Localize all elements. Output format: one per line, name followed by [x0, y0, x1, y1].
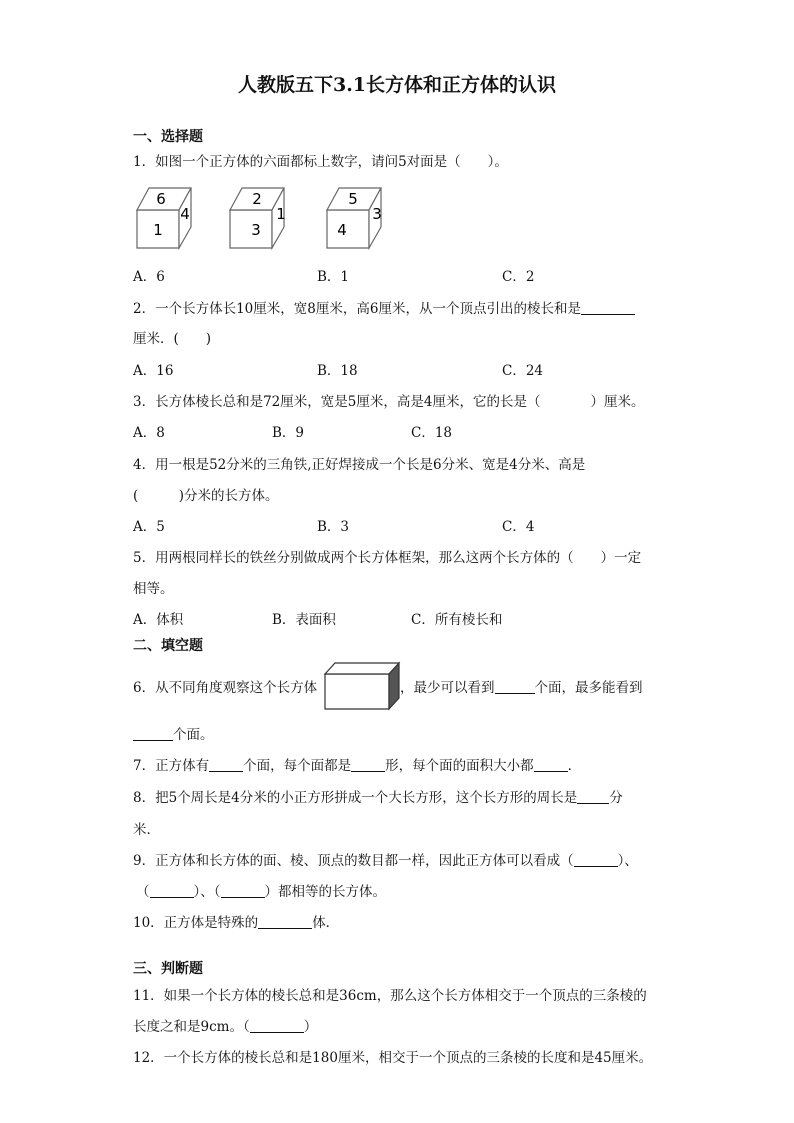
cube-2-side-number: 1: [276, 205, 286, 223]
answer-blank[interactable]: [258, 914, 312, 929]
cube-3-side-number: 3: [372, 205, 382, 223]
question-6-line-2: [133, 723, 214, 743]
cube-3-front-number: 4: [337, 221, 347, 239]
question-6-text-a: 6．从不同角度观察这个长方体: [133, 680, 318, 696]
question-7-text-d: ．: [567, 758, 582, 774]
cube-figure-3: [327, 188, 382, 248]
question-9-line-1: [133, 849, 638, 869]
question-11-text-a: 长度之和是9cm。（: [133, 1019, 250, 1035]
question-10: [133, 911, 339, 931]
question-4-option-a: A．5: [133, 519, 165, 535]
page-title: 人教版五下3.1长方体和正方体的认识: [237, 74, 557, 96]
cube-3-top-number: 5: [348, 190, 358, 208]
question-11-line-2: [133, 1015, 317, 1035]
question-3-option-c: C．18: [411, 425, 453, 441]
answer-blank[interactable]: [495, 679, 535, 694]
cube-2-top-number: 2: [252, 190, 262, 208]
question-8-line-1: [133, 786, 623, 806]
question-5-line-2: 相等。: [133, 581, 174, 597]
question-7-text-b: 个面，每个面都是: [243, 758, 352, 774]
question-10-text-b: 体．: [312, 915, 340, 931]
section-heading-judge: 三、判断题: [133, 961, 203, 977]
question-1-stem: 1．如图一个正方体的六面都标上数字，请问5对面是（ ）。: [133, 154, 508, 170]
cube-2-front-number: 3: [251, 221, 261, 239]
question-11-line-1: 11．如果一个长方体的棱长总和是36cm，那么这个长方体相交于一个顶点的三条棱的: [133, 988, 647, 1004]
question-3-text-b: ）厘米。: [590, 394, 645, 410]
cuboid-figure: [323, 660, 403, 712]
question-2-option-a: A．16: [133, 363, 174, 379]
question-4-line-2: ( )分米的长方体。: [133, 488, 279, 504]
question-12-line-1: 12．一个长方体的棱长总和是180厘米，相交于一个顶点的三条棱的长度和是45厘米。: [133, 1050, 653, 1066]
question-2-text: 2．一个长方体长10厘米，宽8厘米，高6厘米，从一个顶点引出的棱长和是: [133, 301, 581, 317]
question-11-text-b: ）: [303, 1019, 318, 1035]
question-7-text-c: 形，每个面的面积大小都: [385, 758, 534, 774]
question-1-option-a: A．6: [133, 269, 165, 285]
question-1-option-c: C．2: [502, 269, 535, 285]
question-7-text-a: 7．正方体有: [133, 758, 210, 774]
question-4-option-b: B．3: [317, 519, 350, 535]
question-8-line-2: 米．: [133, 822, 160, 838]
cube-figure-1: [137, 188, 191, 248]
question-5-option-a: A．体积: [133, 612, 184, 628]
question-6-text-d: 个面。: [173, 727, 214, 743]
answer-blank[interactable]: [150, 883, 194, 898]
question-4-line-1: 4．用一根是52分米的三角铁,正好焊接成一个长是6分米、宽是4分米、高是: [133, 457, 586, 473]
cube-1-top-number: 6: [156, 190, 166, 208]
question-1-option-b: B．1: [317, 269, 350, 285]
question-6-line-1: [400, 676, 643, 696]
cube-figure-2: [230, 188, 286, 248]
question-2-option-c: C．24: [502, 363, 544, 379]
question-7: [133, 754, 581, 774]
question-2-line-1: [133, 297, 635, 317]
cube-figures: [130, 183, 400, 253]
cube-1-side-number: 4: [180, 205, 190, 223]
question-6-text-c: 个面，最多能看到: [534, 680, 643, 696]
answer-blank[interactable]: [221, 883, 265, 898]
question-5-option-b: B．表面积: [272, 612, 336, 628]
question-3-option-b: B．9: [272, 425, 305, 441]
question-9-text-c: （: [136, 884, 150, 900]
question-10-text-a: 10．正方体是特殊的: [133, 915, 259, 931]
answer-blank[interactable]: [351, 757, 385, 772]
question-9-line-2: [136, 880, 386, 900]
question-4-option-c: C．4: [502, 519, 535, 535]
question-3-stem: [133, 390, 644, 410]
question-2-line-2: 厘米．( ): [133, 331, 212, 347]
question-5-option-c: C．所有棱长和: [411, 612, 503, 628]
question-3-option-a: A．8: [133, 425, 165, 441]
answer-blank[interactable]: [133, 726, 173, 741]
section-heading-choice: 一、选择题: [133, 129, 203, 145]
question-9-text-a: 9．正方体和长方体的面、棱、顶点的数目都一样，因此正方体可以看成（: [133, 853, 574, 869]
question-3-text-a: 3．长方体棱长总和是72厘米，宽是5厘米，高是4厘米，它的长是（: [133, 394, 541, 410]
question-9-text-b: ）、: [617, 853, 638, 869]
question-8-text-b: 分: [609, 790, 623, 806]
answer-blank[interactable]: [574, 852, 618, 867]
section-heading-fill: 二、填空题: [133, 638, 203, 654]
question-9-text-d: ）、（: [193, 884, 221, 900]
answer-blank[interactable]: [250, 1018, 304, 1033]
answer-blank[interactable]: [581, 300, 635, 315]
question-2-option-b: B．18: [317, 363, 358, 379]
question-9-text-e: ）都相等的长方体。: [264, 884, 386, 900]
question-5-line-1: 5．用两根同样长的铁丝分别做成两个长方体框架，那么这两个长方体的（ ）一定: [133, 550, 642, 566]
question-8-text-a: 8．把5个周长是4分米的小正方形拼成一个大长方形，这个长方形的周长是: [133, 790, 578, 806]
question-6-text-b: ，最少可以看到: [400, 680, 495, 696]
answer-blank[interactable]: [534, 757, 568, 772]
cube-1-front-number: 1: [153, 221, 163, 239]
answer-blank[interactable]: [577, 789, 609, 804]
answer-blank[interactable]: [209, 757, 243, 772]
